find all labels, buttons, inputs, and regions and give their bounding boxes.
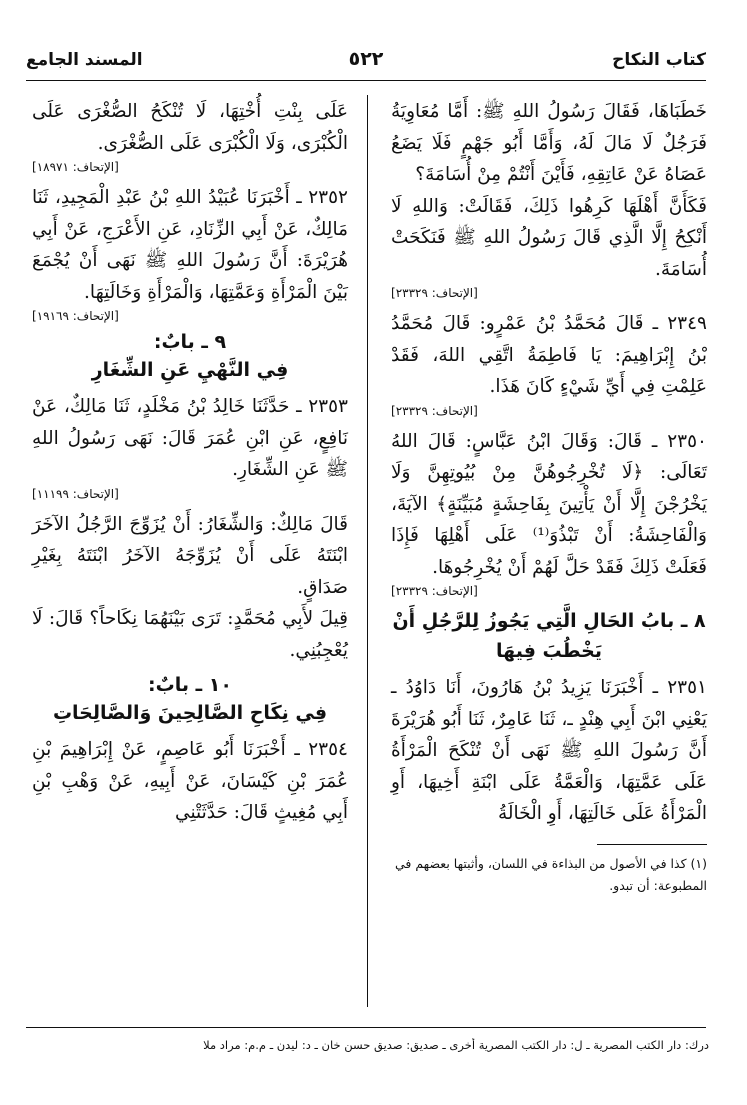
right-column bbox=[391, 96, 707, 897]
chapter-number-9: ٩ ـ بابٌ: bbox=[153, 331, 227, 353]
ithaf-reference: [الإتحاف: ١٩١٦٩] bbox=[32, 309, 119, 323]
collection-title: المسند الجامع bbox=[26, 50, 143, 70]
ithaf-reference: [الإتحاف: ١٨٩٧١] bbox=[32, 160, 119, 174]
page-header bbox=[26, 44, 706, 74]
book-title: كتاب النكاح bbox=[612, 50, 706, 70]
header-rule bbox=[26, 80, 706, 81]
ithaf-reference: [الإتحاف: ٢٣٣٢٩] bbox=[391, 403, 478, 418]
hadith-2354: ٢٣٥٤ ـ أَخْبَرَنَا أَبُو عَاصِمٍ، عَنْ إِبْرَاهِيمَ بْنِ عُمَرَ بْنِ كَيْسَانَ، عَنْ أَبِيهِ، عَنْ وَهْبِ بْنِ أَبِي مُغِيثٍ قَالَ: حَدَّثَتْنِي bbox=[32, 739, 348, 823]
hadith-2350: ٢٣٥٠ ـ قَالَ: وَقَالَ ابْنُ عَبَّاسٍ: قَالَ اللهُ تَعَالَى: ﴿لَا تُخْرِجُوهُنَّ مِنْ بُيُوتِهِنَّ وَلَا يَخْرُجْنَ إِلَّا أَنْ يَأْتِينَ بِفَاحِشَةٍ مُبَيِّنَةٍ﴾ الآيَةَ، وَالْفَاحِشَةُ: أَنْ تَبْذُوَ⁽¹⁾ عَلَى أَهْلِهَا فَإِذَا فَعَلَتْ ذَلِكَ فَقَدْ حَلَّ لَهُمْ أَنْ يُخْرِجُوهَا. bbox=[391, 430, 707, 578]
ithaf-reference: [الإتحاف: ٢٣٣٢٩] bbox=[391, 584, 478, 598]
ithaf-reference: [الإتحاف: ١١١٩٩] bbox=[32, 486, 119, 501]
continued-paragraph: خَطَبَاهَا، فَقَالَ رَسُولُ اللهِ ﷺ: أَمَّا مُعَاوِيَةُ فَرَجُلٌ لَا مَالَ لَهُ، وَأَمَّا أَبُو جَهْمٍ فَلَا يَضَعُ عَصَاهُ عَنْ عَاتِقِهِ، فَأَيْنَ أَنْتُمْ مِنْ أُسَامَةَ؟ bbox=[391, 101, 707, 185]
chapter-heading-9: فِي النَّهْيِ عَنِ الشِّغَارِ bbox=[91, 359, 289, 381]
footnote-rule bbox=[597, 844, 707, 845]
column-divider bbox=[367, 95, 368, 1007]
hadith-2351: ٢٣٥١ ـ أَخْبَرَنَا يَزِيدُ بْنُ هَارُونَ، أَنَا دَاوُدُ ـ يَعْنِي ابْنَ أَبِي هِنْدٍ ـ، ثَنَا عَامِرٌ، ثَنَا أَبُو هُرَيْرَةَ أَنَّ رَسُولَ اللهِ ﷺ نَهَى أَنْ تُنْكَحَ الْمَرْأَةُ عَلَى عَمَّتِهَا، وَالْعَمَّةُ عَلَى ابْنَةِ أَخِيهَا، أَوِ الْمَرْأَةُ عَلَى خَالَتِهَا، أَوِ الْخَالَةُ bbox=[391, 677, 707, 824]
paragraph: فَكَأَنَّ أَهْلَهَا كَرِهُوا ذَلِكَ، فَقَالَتْ: وَاللهِ لَا أَنْكِحُ إِلَّا الَّذِي قَالَ رَسُولُ اللهِ ﷺ فَنَكَحَتْ أُسَامَةَ. bbox=[391, 195, 707, 280]
chapter-heading-8: ٨ ـ بابُ الحَالِ الَّتِي يَجُوزُ لِلرَّجُلِ أَنْ يَخْطُبَ فِيهَا bbox=[392, 610, 706, 662]
ithaf-reference: [الإتحاف: ٢٣٣٢٩] bbox=[391, 286, 478, 300]
page-number: ٥٢٢ bbox=[348, 48, 384, 70]
chapter-heading-10: فِي نِكَاحِ الصَّالِحِينَ وَالصَّالِحَاتِ bbox=[52, 702, 328, 724]
left-column bbox=[32, 96, 348, 829]
abi-muhammad-note: قِيلَ لأَبِي مُحَمَّدٍ: تَرَى بَيْنَهُمَا نِكَاحاً؟ قَالَ: لَا يُعْجِبُنِي. bbox=[32, 608, 348, 661]
chapter-number-10: ١٠ ـ بابٌ: bbox=[148, 674, 232, 696]
hadith-2352: ٢٣٥٢ ـ أَخْبَرَنَا عُبَيْدُ اللهِ بْنُ عَبْدِ الْمَجِيدِ، ثَنَا مَالِكٌ، عَنْ أَبِي الزِّنَادِ، عَنِ الأَعْرَجِ، عَنْ أَبِي هُرَيْرَةَ: أَنَّ رَسُولَ اللهِ ﷺ نَهَى أَنْ يُجْمَعَ بَيْنَ الْمَرْأَةِ وَعَمَّتِهَا، وَالْمَرْأَةِ وَخَالَتِهَا. bbox=[32, 187, 348, 303]
hadith-2353: ٢٣٥٣ ـ حَدَّثَنَا خَالِدُ بْنُ مَخْلَدٍ، ثَنَا مَالِكٌ، عَنْ نَافِعٍ، عَنِ ابْنِ عُمَرَ قَالَ: نَهَى رَسُولُ اللهِ ﷺ عَنِ الشِّغَارِ. bbox=[32, 396, 348, 480]
hadith-2349: ٢٣٤٩ ـ قَالَ مُحَمَّدُ بْنُ عَمْرٍو: قَالَ مُحَمَّدُ بْنُ إِبْرَاهِيمَ: يَا فَاطِمَةُ اتَّقِي اللهَ، فَقَدْ عَلِمْتِ فِي أَيِّ شَيْءٍ كَانَ هَذَا. bbox=[391, 313, 707, 397]
malik-note: قَالَ مَالِكٌ: وَالشِّغَارُ: أَنْ يُزَوِّجَ الرَّجُلُ الآخَرَ ابْنَتَهُ عَلَى أَنْ يُزَوِّجَهُ الآخَرُ ابْنَتَهُ بِغَيْرِ صَدَاقٍ. bbox=[32, 513, 348, 598]
manuscript-sigla: درك: دار الكتب المصرية ـ ل: دار الكتب المصرية أخرى ـ صديق: صديق حسن خان ـ د: ليدن ـ م.م: مراد ملا bbox=[203, 1038, 709, 1052]
footnote: (١) كذا في الأصول من البذاءة في اللسان، وأثبتها بعضهم في المطبوعة: أن تبدو. bbox=[395, 855, 707, 893]
footer-rule bbox=[26, 1027, 706, 1028]
continued-paragraph: عَلَى بِنْتِ أُخْتِهَا، لَا تُنْكَحُ الصُّغْرَى عَلَى الْكُبْرَى، وَلَا الْكُبْرَى عَلَى الصُّغْرَى. bbox=[32, 101, 348, 154]
